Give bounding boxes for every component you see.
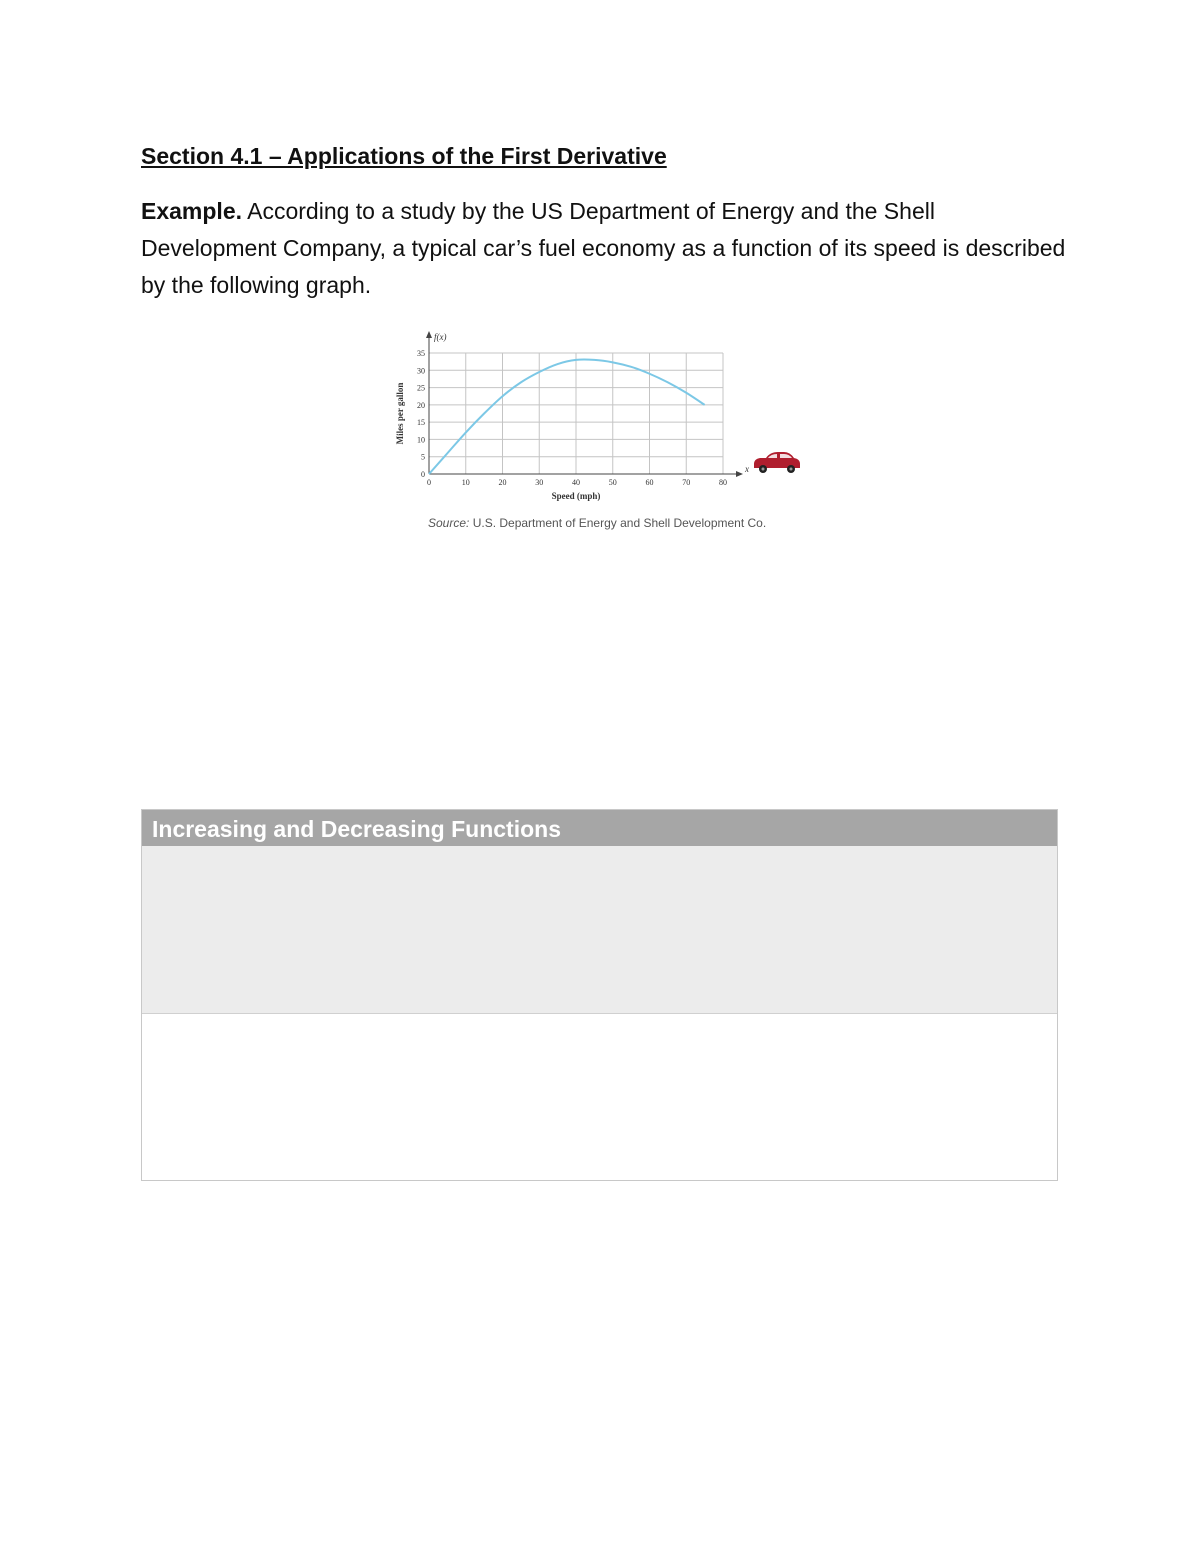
example-text: According to a study by the US Department of Energy and the Shell Development Company, a typical car’s fuel economy as a function of its speed is described by the following graph.	[141, 198, 1066, 298]
x-tick-label: 40	[572, 478, 580, 487]
car-icon	[754, 452, 800, 473]
x-tick-label: 30	[535, 478, 544, 487]
definition-box-row	[142, 846, 1057, 1014]
source-label: Source:	[428, 516, 470, 530]
definition-box-row	[142, 1014, 1057, 1180]
y-tick-label: 15	[417, 418, 425, 428]
x-tick-label: 60	[645, 478, 654, 487]
chart-source	[428, 516, 766, 530]
x-axis-label: Speed (mph)	[551, 491, 601, 501]
definition-box-header: Increasing and Decreasing Functions	[142, 810, 1057, 846]
y-tick-label: 30	[417, 366, 425, 376]
y-tick-label: 35	[417, 349, 425, 358]
y-axis-label: Miles per gallon	[395, 382, 405, 445]
x-tick-labels	[427, 478, 727, 487]
section-title: Section 4.1 – Applications of the First Derivative	[141, 143, 667, 169]
y-tick-label: 0	[421, 470, 425, 479]
y-tick-label: 25	[417, 383, 425, 393]
example-label: Example.	[141, 198, 242, 224]
x-tick-label: 50	[608, 478, 617, 487]
y-tick-label: 20	[417, 400, 425, 410]
fuel-economy-chart	[386, 324, 816, 539]
y-tick-label: 5	[421, 452, 425, 462]
x-tick-label: 70	[682, 478, 691, 487]
y-tick-label: 10	[417, 435, 425, 445]
x-axis-arrow	[736, 471, 743, 477]
x-axis-letter: x	[745, 464, 749, 474]
function-label: f(x)	[434, 332, 447, 342]
x-tick-label: 20	[498, 478, 507, 487]
example-paragraph	[141, 193, 1071, 304]
definition-box	[141, 809, 1058, 1181]
x-tick-label: 10	[461, 478, 470, 487]
x-tick-label: 80	[719, 478, 727, 487]
y-tick-labels	[417, 349, 425, 479]
source-text: U.S. Department of Energy and Shell Development Co.	[469, 516, 767, 530]
chart-grid	[429, 353, 723, 474]
x-tick-label: 0	[427, 478, 431, 487]
y-axis-arrow	[426, 331, 432, 338]
